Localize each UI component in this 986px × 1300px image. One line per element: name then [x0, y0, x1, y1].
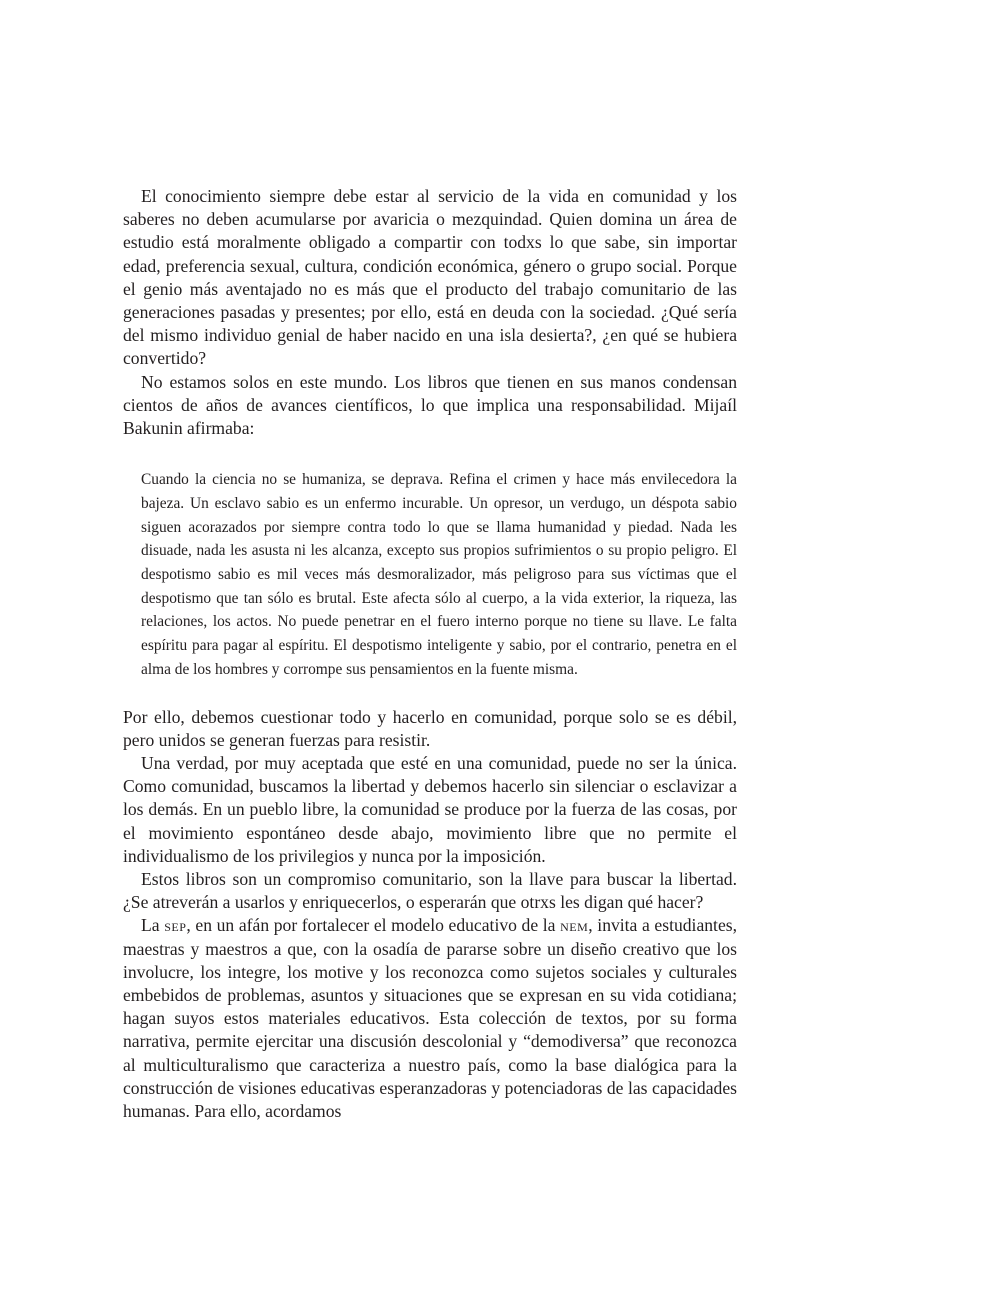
paragraph-6-end: , invita a estudiantes, maestras y maestros a que, con la osadía de pararse sobre un diseño creativo que los involucre, los integre, los motive y los reconozca como sujetos sociales y culturales embebidos de problemas, asuntos y situaciones que se expresan en su vida cotidiana; hagan suyos estos materiales educativos. Esta colección de textos, por su forma narrativa, permite ejercitar una discusión descolonial y “demodiversa” que reconozca al multiculturalismo que caracteriza a nuestro país, como la base dialógica para la construcción de visiones educativas esperanzadoras y potenciadoras de las capacidades humanas. Para ello, acordamos: [123, 915, 737, 1122]
block-quote: [141, 468, 737, 681]
page-body: [123, 185, 737, 1123]
paragraph-6-start: La: [141, 915, 165, 936]
acronym-sep: sep: [164, 915, 187, 936]
paragraph-2: No estamos solos en este mundo. Los libros que tienen en sus manos condensan cientos de años de avances científicos, lo que implica una responsabilidad. Mijaíl Bakunin afirmaba:: [123, 371, 737, 439]
paragraph-4: Una verdad, por muy aceptada que esté en una comunidad, puede no ser la única. Como comunidad, buscamos la libertad y debemos hacerlo sin silenciar o esclavizar a los demás. En un pueblo libre, la comunidad se produce por la fuerza de las cosas, por el movimiento espontáneo desde abajo, movimiento libre que no permite el individualismo de los privilegios y nunca por la imposición.: [123, 752, 737, 866]
paragraph-1: El conocimiento siempre debe estar al servicio de la vida en comunidad y los saberes no deben acumularse por avaricia o mezquindad. Quien domina un área de estudio está moralmente obligado a compartir con todxs lo que sabe, sin importar edad, preferencia sexual, cultura, condición económica, género o grupo social. Porque el genio más aventajado no es más que el producto del trabajo comunitario de las generaciones pasadas y presentes; por ello, está en deuda con la sociedad. ¿Qué sería del mismo individuo genial de haber nacido en una isla desierta?, ¿en qué se hubiera convertido?: [123, 186, 737, 369]
acronym-nem: nem: [560, 915, 589, 936]
paragraph-6-mid: , en un afán por fortalecer el modelo educativo de la: [186, 915, 561, 936]
paragraph-3: Por ello, debemos cuestionar todo y hacerlo en comunidad, porque solo se es débil, pero unidos se generan fuerzas para resistir.: [123, 706, 737, 750]
paragraph-5: Estos libros son un compromiso comunitario, son la llave para buscar la libertad. ¿Se atreverán a usarlos y enriquecerlos, o esperarán que otrxs les digan qué hacer?: [123, 868, 737, 913]
paragraph-6: [123, 914, 737, 1123]
quote-text: Cuando la ciencia no se humaniza, se deprava. Refina el crimen y hace más envilecedora la bajeza. Un esclavo sabio es un enfermo incurable. Un opresor, un verdugo, un déspota sabio siguen acorazados por siempre contra todo lo que se llama humanidad y piedad. Nada les disuade, nada les asusta ni les alcanza, excepto sus propios sufrimientos o su propio peligro. El despotismo sabio es mil veces más desmoralizador, más peligroso para sus víctimas que el despotismo que tan sólo es brutal. Este afecta sólo al cuerpo, a la vida exterior, la riqueza, las relaciones, los actos. No puede penetrar en el fuero interno porque no tiene su llave. Le falta espíritu para pagar al espíritu. El despotismo inteligente y sabio, por el contrario, penetra en el alma de los hombres y corrompe sus pensamientos en la fuente misma.: [141, 471, 737, 678]
